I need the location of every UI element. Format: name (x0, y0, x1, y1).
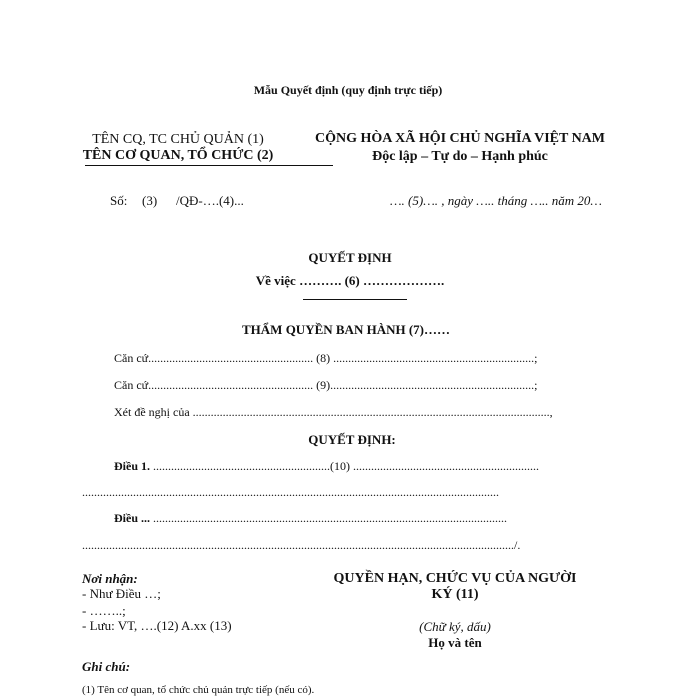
article-2-text: ...................................................................................................................... (150, 511, 507, 525)
motto: Độc lập – Tự do – Hạnh phúc (372, 149, 548, 164)
recipient-item-2: - ……..; (82, 603, 126, 618)
article-1-continuation: ........................................................................................................................................... (82, 485, 499, 499)
article-1 (114, 459, 539, 474)
recipient-item-3: - Lưu: VT, ….(12) A.xx (13) (82, 618, 232, 633)
number-label: Số: (110, 193, 128, 208)
number-value: (3) (142, 193, 158, 208)
number-suffix: /QĐ-….(4)... (176, 193, 244, 208)
decision-subject: Về việc ………. (6) ………………. (255, 273, 445, 288)
agency-parent: TÊN CQ, TC CHỦ QUẢN (1) (92, 132, 264, 147)
decision-title: QUYẾT ĐỊNH (308, 250, 392, 265)
signer-name: Họ và tên (428, 635, 482, 650)
document-title: Mẫu Quyết định (quy định trực tiếp) (253, 83, 443, 97)
agency-underline (85, 165, 333, 166)
article-1-text: ...........................................................(10) .............................................................. (150, 459, 539, 473)
recipient-item-1: - Như Điều …; (82, 586, 161, 601)
basis-line-1: Căn cứ....................................................... (8) ...................................................................; (114, 351, 538, 365)
nation-heading: CỘNG HÒA XÃ HỘI CHỦ NGHĨA VIỆT NAM (314, 131, 606, 146)
notes-title: Ghi chú: (82, 659, 131, 674)
signer-title-line1: QUYỀN HẠN, CHỨC VỤ CỦA NGƯỜI (333, 571, 577, 586)
agency-name: TÊN CƠ QUAN, TỔ CHỨC (2) (82, 148, 274, 163)
signer-title-line2: KÝ (11) (431, 587, 479, 602)
note-line-1: (1) Tên cơ quan, tổ chức chủ quản trực tiếp (nếu có). (82, 684, 315, 696)
subject-underline (303, 299, 407, 300)
place-date: …. (5)…. , ngày ….. tháng ….. năm 20… (390, 193, 602, 208)
article-1-label: Điều 1. (114, 459, 150, 473)
recipients-title: Nơi nhận: (82, 571, 138, 586)
issuing-authority: THẨM QUYỀN BAN HÀNH (7)…… (242, 322, 450, 337)
article-2-label: Điều ... (114, 511, 150, 525)
article-2-continuation: ................................................................................................................................................/. (82, 538, 521, 552)
decides-heading: QUYẾT ĐỊNH: (308, 432, 396, 447)
article-2 (114, 511, 507, 526)
basis-line-3: Xét đề nghị của ......................................................................................................................., (114, 405, 553, 419)
basis-line-2: Căn cứ....................................................... (9)....................................................................; (114, 378, 538, 392)
signature-note: (Chữ ký, dấu) (419, 619, 491, 634)
